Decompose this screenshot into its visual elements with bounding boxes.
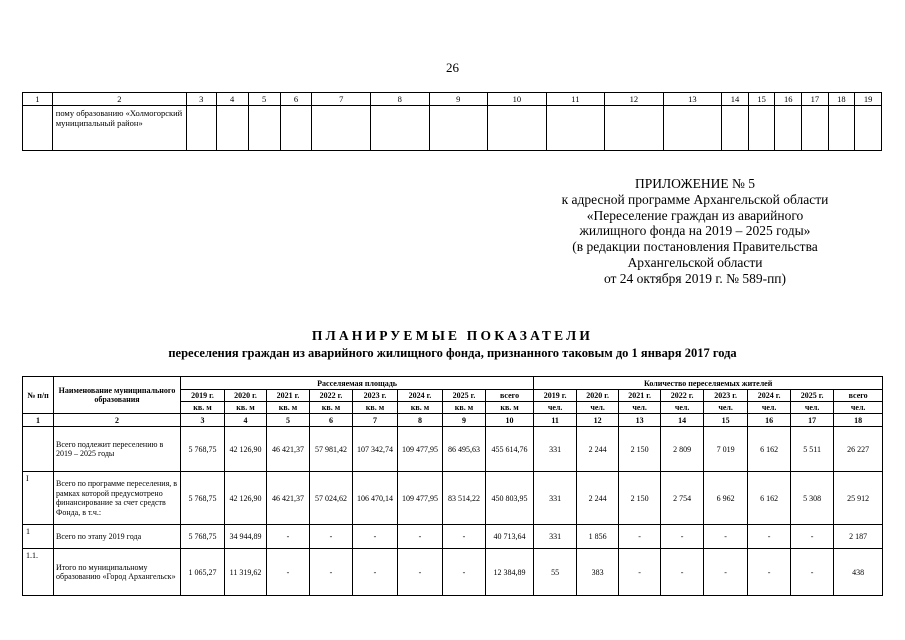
- area-value: -: [267, 525, 310, 549]
- people-value: 2 150: [619, 427, 661, 472]
- appendix-line: «Переселение граждан из аварийного: [586, 207, 804, 223]
- column-number: 10: [488, 93, 547, 106]
- column-number: 8: [398, 414, 443, 427]
- area-value: -: [353, 525, 398, 549]
- header-year: 2022 г.: [661, 390, 704, 402]
- appendix-line: (в редакции постановления Правительства: [572, 239, 818, 255]
- column-number: 11: [534, 414, 577, 427]
- area-value: -: [353, 549, 398, 596]
- column-number: 10: [486, 414, 534, 427]
- area-value: 57 981,42: [310, 427, 353, 472]
- column-number: 9: [429, 93, 488, 106]
- empty-cell: [722, 106, 749, 151]
- area-value: 5 768,75: [181, 525, 225, 549]
- header-people-group: Количество переселяемых жителей: [534, 377, 883, 390]
- area-value: 40 713,64: [486, 525, 534, 549]
- column-number: 6: [280, 93, 312, 106]
- people-value: -: [619, 549, 661, 596]
- header-area-group: Расселяемая площадь: [181, 377, 534, 390]
- column-number: 17: [791, 414, 834, 427]
- header-year: 2025 г.: [443, 390, 486, 402]
- people-value: -: [791, 549, 834, 596]
- indicators-table: [22, 376, 883, 596]
- people-value: -: [748, 549, 791, 596]
- column-number: 4: [216, 93, 248, 106]
- municipality-name: пому образованию «Холмогорский муниципальный район»: [52, 106, 186, 151]
- area-value: 450 803,95: [486, 472, 534, 525]
- header-year: 2023 г.: [704, 390, 748, 402]
- column-number: 19: [855, 93, 882, 106]
- column-number: 8: [371, 93, 430, 106]
- area-value: 57 024,62: [310, 472, 353, 525]
- people-value: -: [619, 525, 661, 549]
- header-unit: чел.: [748, 402, 791, 414]
- column-number: 12: [605, 93, 664, 106]
- page-number: 26: [446, 60, 459, 75]
- header-year: 2023 г.: [353, 390, 398, 402]
- column-number: 18: [828, 93, 855, 106]
- column-number: 16: [775, 93, 802, 106]
- empty-cell: [802, 106, 829, 151]
- empty-cell: [663, 106, 722, 151]
- area-value: -: [398, 549, 443, 596]
- table-row: [23, 472, 883, 525]
- header-year: 2025 г.: [791, 390, 834, 402]
- people-value: 25 912: [834, 472, 883, 525]
- row-name: Всего по программе переселения, в рамках которой предусмотрено финансирование за счет средств Фонда, в т.ч.:: [54, 472, 181, 525]
- people-value: 2 809: [661, 427, 704, 472]
- table-row: [23, 106, 882, 151]
- people-value: 383: [577, 549, 619, 596]
- column-number: 6: [310, 414, 353, 427]
- row-index: [23, 427, 54, 472]
- empty-cell: [748, 106, 775, 151]
- empty-cell: [855, 106, 882, 151]
- appendix-line: жилищного фонда на 2019 – 2025 годы»: [579, 223, 811, 239]
- people-value: 331: [534, 427, 577, 472]
- column-number: 2: [54, 414, 181, 427]
- column-number: 17: [802, 93, 829, 106]
- header-unit: чел.: [619, 402, 661, 414]
- people-value: 6 962: [704, 472, 748, 525]
- area-value: -: [443, 525, 486, 549]
- column-number: 14: [722, 93, 749, 106]
- header-year: 2020 г.: [225, 390, 267, 402]
- people-value: 2 244: [577, 472, 619, 525]
- header-unit: чел.: [834, 402, 883, 414]
- column-number: 2: [52, 93, 186, 106]
- empty-cell: [312, 106, 371, 151]
- column-number: 14: [661, 414, 704, 427]
- area-value: -: [310, 525, 353, 549]
- appendix-line: к адресной программе Архангельской области: [561, 191, 829, 207]
- table-subtitle: переселения граждан из аварийного жилищного фонда, признанного таковым до 1 января 2017 года: [168, 346, 737, 360]
- appendix-line: Архангельской области: [627, 254, 763, 270]
- area-value: -: [398, 525, 443, 549]
- column-number: 3: [186, 93, 216, 106]
- header-unit: кв. м: [225, 402, 267, 414]
- header-unit: кв. м: [267, 402, 310, 414]
- header-unit: чел.: [704, 402, 748, 414]
- header-unit: чел.: [791, 402, 834, 414]
- people-value: -: [704, 525, 748, 549]
- table-row: [23, 525, 883, 549]
- people-value: 6 162: [748, 427, 791, 472]
- people-value: 331: [534, 472, 577, 525]
- row-name: Итого по муниципальному образованию «Город Архангельск»: [54, 549, 181, 596]
- empty-cell: [371, 106, 430, 151]
- header-year: 2020 г.: [577, 390, 619, 402]
- column-number: 5: [267, 414, 310, 427]
- header-year: 2019 г.: [181, 390, 225, 402]
- header-name: Наименование муниципального образования: [54, 377, 181, 414]
- table-row: [23, 549, 883, 596]
- header-unit: кв. м: [310, 402, 353, 414]
- people-value: 2 150: [619, 472, 661, 525]
- area-value: 109 477,95: [398, 427, 443, 472]
- header-unit: кв. м: [398, 402, 443, 414]
- people-value: 5 308: [791, 472, 834, 525]
- row-index: 1: [23, 525, 54, 549]
- area-value: 107 342,74: [353, 427, 398, 472]
- table-row: [23, 427, 883, 472]
- people-value: 6 162: [748, 472, 791, 525]
- area-value: 42 126,90: [225, 427, 267, 472]
- people-value: 26 227: [834, 427, 883, 472]
- row-name: Всего подлежит переселению в 2019 – 2025 годы: [54, 427, 181, 472]
- header-unit: кв. м: [486, 402, 534, 414]
- people-value: 331: [534, 525, 577, 549]
- appendix-line: ПРИЛОЖЕНИЕ № 5: [634, 176, 756, 191]
- header-unit: чел.: [661, 402, 704, 414]
- people-value: -: [791, 525, 834, 549]
- header-unit: чел.: [577, 402, 619, 414]
- column-number: 16: [748, 414, 791, 427]
- empty-cell: [186, 106, 216, 151]
- people-value: 2 754: [661, 472, 704, 525]
- column-number: 9: [443, 414, 486, 427]
- row-index: 1.1.: [23, 549, 54, 596]
- header-unit: кв. м: [443, 402, 486, 414]
- column-number: 7: [353, 414, 398, 427]
- area-value: 109 477,95: [398, 472, 443, 525]
- area-value: 106 470,14: [353, 472, 398, 525]
- empty-cell: [280, 106, 312, 151]
- area-value: 455 614,76: [486, 427, 534, 472]
- area-value: 12 384,89: [486, 549, 534, 596]
- area-value: 1 065,27: [181, 549, 225, 596]
- area-value: -: [443, 549, 486, 596]
- column-number-row: [23, 93, 882, 106]
- area-value: 11 319,62: [225, 549, 267, 596]
- people-value: -: [661, 549, 704, 596]
- header-year: всего: [834, 390, 883, 402]
- empty-cell: [488, 106, 547, 151]
- column-number: 13: [663, 93, 722, 106]
- empty-cell: [775, 106, 802, 151]
- area-value: 5 768,75: [181, 427, 225, 472]
- header-year: 2022 г.: [310, 390, 353, 402]
- people-value: 2 187: [834, 525, 883, 549]
- empty-cell: [216, 106, 248, 151]
- empty-cell: [828, 106, 855, 151]
- area-value: 46 421,37: [267, 472, 310, 525]
- header-unit: чел.: [534, 402, 577, 414]
- area-value: -: [267, 549, 310, 596]
- empty-cell: [546, 106, 605, 151]
- column-number: 1: [23, 93, 53, 106]
- column-number: 5: [248, 93, 280, 106]
- row-name: Всего по этапу 2019 года: [54, 525, 181, 549]
- header-year: 2021 г.: [267, 390, 310, 402]
- people-value: 2 244: [577, 427, 619, 472]
- appendix-line: от 24 октября 2019 г. № 589-пп): [603, 270, 787, 286]
- area-value: 5 768,75: [181, 472, 225, 525]
- header-year: 2024 г.: [398, 390, 443, 402]
- column-number: 18: [834, 414, 883, 427]
- continuation-table: [22, 92, 882, 151]
- area-value: 83 514,22: [443, 472, 486, 525]
- empty-cell: [429, 106, 488, 151]
- header-unit: кв. м: [353, 402, 398, 414]
- column-number: 7: [312, 93, 371, 106]
- column-number-row: [23, 414, 883, 427]
- people-value: -: [704, 549, 748, 596]
- people-value: 55: [534, 549, 577, 596]
- people-value: 438: [834, 549, 883, 596]
- appendix-header: [520, 176, 870, 287]
- column-number: 12: [577, 414, 619, 427]
- column-number: 11: [546, 93, 605, 106]
- people-value: -: [661, 525, 704, 549]
- header-year: 2019 г.: [534, 390, 577, 402]
- column-number: 13: [619, 414, 661, 427]
- column-number: 15: [748, 93, 775, 106]
- header-num: № п/п: [23, 377, 54, 414]
- header-year: 2024 г.: [748, 390, 791, 402]
- row-index: I: [23, 472, 54, 525]
- header-year: всего: [486, 390, 534, 402]
- column-number: 1: [23, 414, 54, 427]
- area-value: 34 944,89: [225, 525, 267, 549]
- header-unit: кв. м: [181, 402, 225, 414]
- column-number: 3: [181, 414, 225, 427]
- empty-cell: [23, 106, 53, 151]
- people-value: -: [748, 525, 791, 549]
- table-title: ПЛАНИРУЕМЫЕ ПОКАЗАТЕЛИ: [311, 328, 594, 343]
- column-number: 4: [225, 414, 267, 427]
- people-value: 5 511: [791, 427, 834, 472]
- header-year: 2021 г.: [619, 390, 661, 402]
- area-value: 46 421,37: [267, 427, 310, 472]
- empty-cell: [605, 106, 664, 151]
- people-value: 7 019: [704, 427, 748, 472]
- area-value: 86 495,63: [443, 427, 486, 472]
- area-value: -: [310, 549, 353, 596]
- area-value: 42 126,90: [225, 472, 267, 525]
- column-number: 15: [704, 414, 748, 427]
- people-value: 1 856: [577, 525, 619, 549]
- empty-cell: [248, 106, 280, 151]
